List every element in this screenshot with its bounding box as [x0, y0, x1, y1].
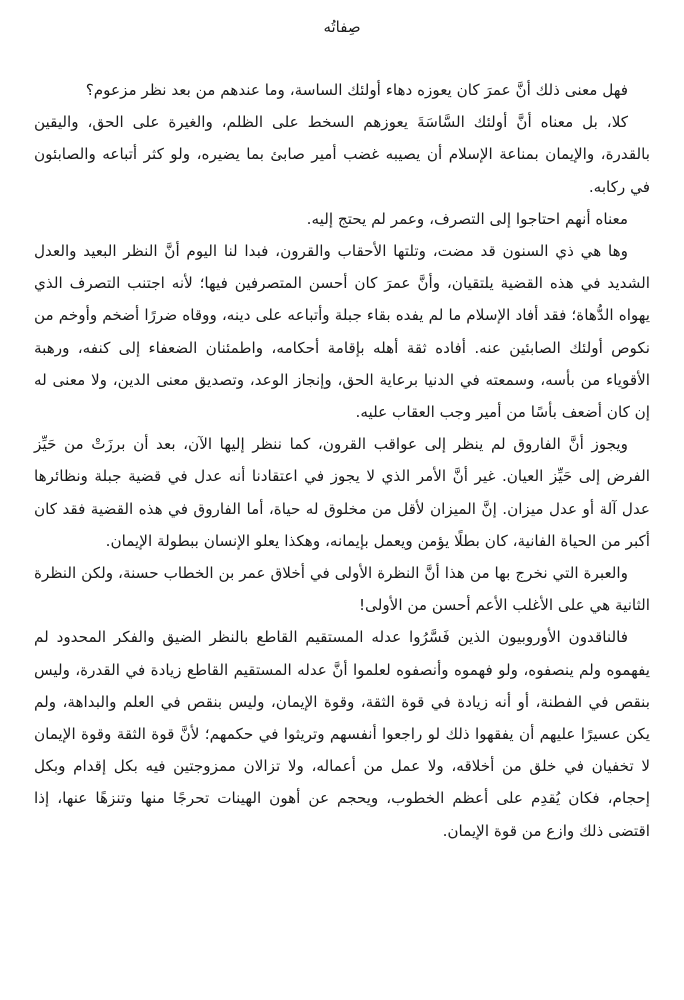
page-header: [0, 16, 684, 38]
page-title: صِفاتُه: [323, 18, 361, 36]
page-body: [34, 74, 650, 847]
paragraph: ويجوز أنَّ الفاروق لم ينظر إلى عواقب القرون، كما ننظر إليها الآن، بعد أن برزَتْ من حَيِّز الفرض إلى حَيِّز العيان. غير أنَّ الأمر الذي لا يجوز في اعتقادنا أنه عدل في قضية جبلة ونظائرها عدل آلة أو عدل ميزان. إنَّ الميزان لأقل من مخلوق له حياة، أما الفاروق في هذه القضية فقد كان أكبر من الحياة الفانية، كان بطلًا يؤمن ويعمل بإيمانه، وهكذا يعلو الإنسان ببطولة الإيمان.: [34, 435, 650, 550]
paragraph: فهل معنى ذلك أنَّ عمرَ كان يعوزه دهاء أولئك الساسة، وما عندهم من بعد نظر مزعوم؟: [85, 81, 628, 99]
paragraph: كلا، بل معناه أنَّ أولئك السَّاسَةَ يعوزهم السخط على الظلم، والغيرة على الحق، واليقين بالقدرة، والإيمان بمناعة الإسلام أن يصيبه غضب أمير صابئ بما يضيره، ولو كثر أتباعه والصابئون في ركابه.: [34, 113, 650, 196]
paragraph: معناه أنهم احتاجوا إلى التصرف، وعمر لم يحتج إليه.: [306, 209, 628, 228]
paragraph: فالناقدون الأوروبيون الذين فَسَّرُوا عدله المستقيم القاطع بالنظر الضيق والفكر المحدود لم يفهموه ولم ينصفوه، ولو فهموه وأنصفوه لعلموا أنَّ عدله المستقيم القاطع زيادة في القدرة، وليس بنقص في الفطنة، أو أنه زيادة في قوة الثقة، وقوة الإيمان، وليس بنقص في العلم والبداهة، ولم يكن عسيرًا عليهم أن يفقهوا ذلك لو راجعوا أنفسهم وتريثوا في حكمهم؛ لأنَّ قوة الثقة وقوة الإيمان لا تخفيان في خلق من أخلاقه، ولا عمل من أعماله، ولا تزالان ممزوجتين فيه بكل إقدام وبكل إحجام، فكان يُقدِم على أعظم الخطوب، ويحجم عن أهون الهينات تحرجًا منها وتنزهًا عنها، إذا اقتضى ذلك وازع من قوة الإيمان.: [34, 628, 650, 840]
paragraph: والعبرة التي نخرج بها من هذا أنَّ النظرة الأولى في أخلاق عمر بن الخطاب حسنة، ولكن النظرة الثانية هي على الأغلب الأعم أحسن من الأولى!: [34, 564, 650, 615]
paragraph: وها هي ذي السنون قد مضت، وتلتها الأحقاب والقرون، فبدا لنا اليوم أنَّ النظر البعيد والعدل الشديد في هذه القضية يلتقيان، وأنَّ عمرَ كان أحسن المتصرفين فيها؛ لأنه اجتنب التصرف الذي يهواه الدُّهاة؛ فقد أفاد الإسلام ما لم يفده بقاء جبلة وأتباعه على دينه، ووقاه ضررًا أضخم وأوخم من نكوص أولئك الصابئين عنه. أفاده ثقة أهله بإقامة أحكامه، واطمئنان الضعفاء إلى كنفه، ورهبة الأقوياء من بأسه، وسمعته في الدنيا برعاية الحق، وإنجاز الوعد، وتصديق معنى الدين، ولا معنى له إن كان أضعف بأسًا من أمير وجب العقاب عليه.: [34, 242, 650, 422]
